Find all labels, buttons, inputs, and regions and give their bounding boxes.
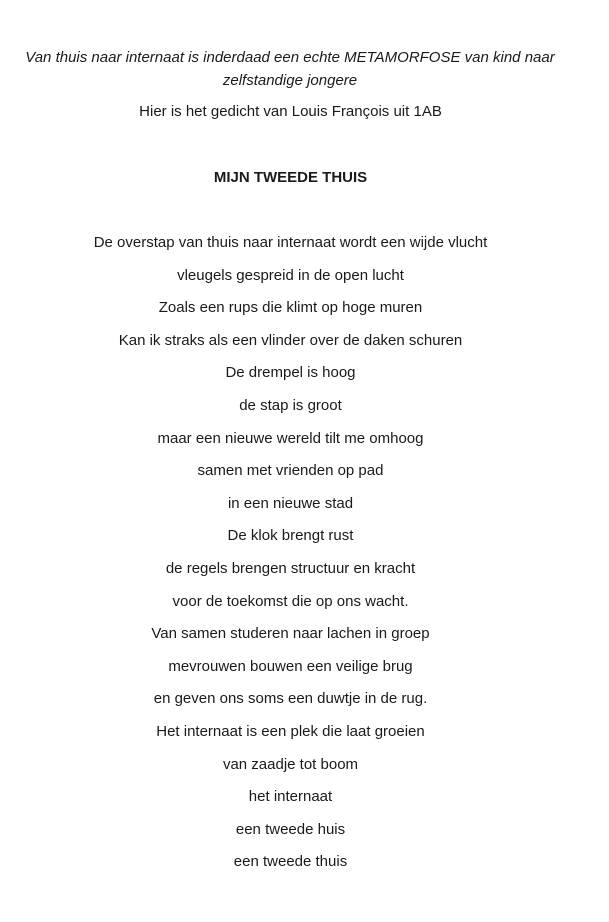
poem-line: samen met vrienden op pad [197, 462, 384, 480]
poem-line: een tweede thuis [233, 853, 348, 871]
author-line: Hier is het gedicht van Louis François uit 1AB [139, 103, 442, 120]
poem-line: De klok brengt rust [227, 527, 354, 545]
poem-line: de stap is groot [239, 396, 342, 414]
poem-line: het internaat [248, 788, 333, 806]
poem-line: De overstap van thuis naar internaat wordt een wijde vlucht [93, 234, 488, 251]
poem-line: voor de toekomst die op ons wacht. [172, 592, 409, 610]
poem-line: de regels brengen structuur en kracht [165, 559, 416, 577]
poem-line: mevrouwen bouwen een veilige brug [168, 657, 413, 675]
poem-line: van zaadje tot boom [222, 755, 359, 773]
poem-line: Van samen studeren naar lachen in groep [151, 625, 430, 643]
poem-line: De drempel is hoog [225, 364, 356, 382]
poem-line: Kan ik straks als een vlinder over de daken schuren [118, 331, 463, 349]
poem-body [0, 232, 581, 884]
poem-line: Het internaat is een plek die laat groeien [156, 722, 425, 740]
poem-line: vleugels gespreid in de open lucht [177, 266, 404, 284]
intro-text: Van thuis naar internaat is inderdaad een echte METAMORFOSE van kind naar zelfstandige jongere [25, 49, 555, 89]
poem-line: maar een nieuwe wereld tilt me omhoog [157, 429, 424, 447]
poem-title: MIJN TWEEDE THUIS [213, 169, 368, 186]
poem-line: Zoals een rups die klimt op hoge muren [158, 299, 423, 317]
poem-line: in een nieuwe stad [227, 494, 354, 512]
poem-line: een tweede huis [235, 820, 346, 838]
poem-line: en geven ons soms een duwtje in de rug. [153, 690, 428, 708]
